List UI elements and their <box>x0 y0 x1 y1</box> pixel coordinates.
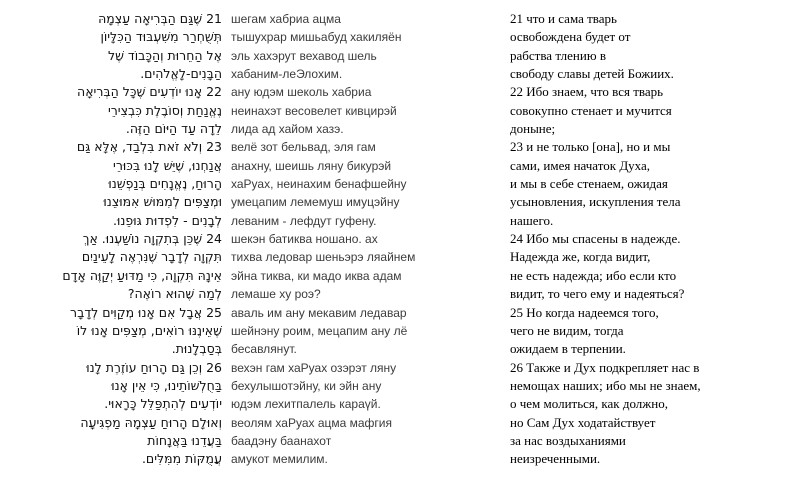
hebrew-line: שֶׁאֵינֶנּוּ רוֹאִים, מְצַפִּים אָנוּ לוֹ <box>76 322 222 338</box>
russian-line: совокупно стенает и мучится <box>510 102 672 118</box>
hebrew-line: וּמְצַפִּים לְמִמּוּשׁ אִמּוּצֵנוּ <box>103 194 222 210</box>
hebrew-line: לֵדָה עַד הַיּוֹם הַזֶּה. <box>125 121 222 137</box>
hebrew-line: 22 אָנוּ יוֹדְעִים שֶׁכָּל הַבְּרִיאָה <box>77 84 222 100</box>
russian-line: 26 Также и Дух подкрепляет нас в <box>510 359 700 375</box>
russian-line: 24 Ибо мы спасены в надежде. <box>510 231 681 247</box>
transliteration-line: вехэн гам хаРуах озэрэт ляну <box>231 360 397 375</box>
hebrew-line: תְּשֻׁחְרַר מִשִּׁעְבּוּד הַכִּלָּיוֹן <box>100 29 222 45</box>
transliteration-line: юдэм лехитпалель караүй. <box>231 397 381 412</box>
transliteration-line: ану юдэм шеколь хабриа <box>231 85 372 100</box>
hebrew-line: בַּחֻלְשׁוֹתֵינוּ, כִּי אֵין אָנוּ <box>111 377 222 393</box>
transliteration-line: лида ад хайом хазэ. <box>231 122 344 137</box>
hebrew-line: בְּסַבְלָנוּת. <box>171 341 222 357</box>
hebrew-line: עֲמֻקּוֹת מִמִּלִּים. <box>141 451 222 467</box>
hebrew-line: 24 שֶׁכֵּן בְּתִקְוָה נוֹשַׁעְנוּ. אַךְ <box>82 231 222 247</box>
transliteration-line: шекэн батиква ношано. ах <box>231 232 378 247</box>
transliteration-line: шегам хабриа ацма <box>231 12 341 26</box>
transliteration-line: велё зот бельвад, эля гам <box>231 140 376 155</box>
russian-line: чего не видим, тогда <box>510 322 624 338</box>
hebrew-line: תִּקְוָה לְדָבָר שֶׁנִּרְאֶה לָעֵינַיִם <box>81 249 222 265</box>
transliteration-line: лемаше ху роэ? <box>231 287 321 302</box>
russian-column <box>510 10 795 469</box>
russian-line: неизреченными. <box>510 451 601 467</box>
russian-line: не есть надежда; ибо если кто <box>510 267 677 283</box>
russian-line: рабства тлению в <box>510 47 606 63</box>
russian-line: но Сам Дух ходатайствует <box>510 414 656 430</box>
hebrew-line: לְמַה שֶּׁהוּא רוֹאֶה? <box>127 286 222 302</box>
russian-line: освобождена будет от <box>510 29 631 45</box>
transliteration-line: шейнэну роим, мецапим ану лё <box>231 323 408 338</box>
transliteration-line: бесавлянут. <box>231 342 297 357</box>
transliteration-line: анахну, шеишь ляну бикурэй <box>231 158 392 173</box>
transliteration-line: баадэну баанахот <box>231 433 332 448</box>
transliteration-line: леваним - лефдут гуфену. <box>231 213 377 228</box>
hebrew-line: אֵינָהּ תִּקְוָה, כִּי מַדּוּעַ יְקַוֶּה אָדָם <box>62 267 222 283</box>
hebrew-line: לְבָנִים - לִפְדוּת גּוּפֵנוּ. <box>113 212 222 228</box>
transliteration-line: неинахэт весовелет кивцирэй <box>231 103 397 118</box>
hebrew-line: הָרוּחַ, נֶאֱנָחִים בְּנַפְשֵׁנוּ <box>108 176 222 192</box>
hebrew-line: נֶאֱנַחַת וְסוֹבֶלֶת כִּבְצִירֵי <box>107 102 222 118</box>
transliteration-line: веолям хаРуах ацма мафгия <box>231 415 393 430</box>
transliteration-line: эйна тиква, ки мадо иква адам <box>231 268 402 283</box>
russian-line: усыновления, искупления тела <box>510 194 681 210</box>
russian-line: 23 и не только [она], но и мы <box>510 139 671 155</box>
russian-line: о чем молиться, как должно, <box>510 396 668 412</box>
transliteration-line: тышухрар мишьабуд хакиляён <box>231 30 402 45</box>
hebrew-line: 26 וְכֵן גַּם הָרוּחַ עוֹזֶרֶת לָנוּ <box>86 359 222 375</box>
transliteration-line: аваль им ану мекавим ледавар <box>231 305 407 320</box>
hebrew-line: בַּעֲדֵנוּ בַּאֲנָחוֹת <box>147 432 222 448</box>
transliteration-line: амукот мемилим. <box>231 452 328 467</box>
transliteration-line: хаРуах, неинахим бенафшейну <box>231 177 407 192</box>
hebrew-line: 25 אֲבָל אִם אָנוּ מְקַוִּים לְדָבָר <box>70 304 222 320</box>
russian-line: видит, то чего ему и надеяться? <box>510 286 685 302</box>
hebrew-line: 21 שֶׁגַּם הַבְּרִיאָה עַצְמָהּ <box>98 11 222 26</box>
russian-line: 25 Но когда надеемся того, <box>510 304 659 320</box>
russian-line: доныне; <box>510 121 556 137</box>
russian-line: нашего. <box>510 212 554 228</box>
hebrew-line: הַבָּנִים-לָאֱלֹהִים. <box>140 66 222 82</box>
hebrew-line: 23 וְלֹא זֹאת בִּלְבַד, אֶלָּא גַּם <box>76 139 222 155</box>
hebrew-line: אֲנַחְנוּ, שֶׁיֵּשׁ לָנוּ בִּכּוּרֵי <box>113 157 222 173</box>
transliteration-line: хабаним-леЭлохим. <box>231 67 343 82</box>
russian-line: ожидаем в терпении. <box>510 341 626 357</box>
transliteration-line: эль хахэрут вехавод шель <box>231 48 377 63</box>
russian-line: сами, имея начаток Духа, <box>510 157 651 173</box>
russian-line: немощах наших; ибо мы не знаем, <box>510 377 701 393</box>
russian-line: 22 Ибо знаем, что вся тварь <box>510 84 664 100</box>
hebrew-line: וְאוּלָם הָרוּחַ עַצְמָהּ מַפְגִּיעָה <box>80 414 222 430</box>
transliteration-line: бехулышотэйну, ки эйн ану <box>231 378 382 393</box>
transliteration-line: умецапим лемемуш имуцэйну <box>231 195 400 210</box>
russian-line: и мы в себе стенаем, ожидая <box>510 176 668 192</box>
transliteration-column <box>231 10 461 469</box>
russian-line: свободу славы детей Божиих. <box>510 66 674 82</box>
russian-line: за нас воздыханиями <box>510 432 626 448</box>
hebrew-column <box>52 10 222 469</box>
hebrew-line: אֶל הַחֵרוּת וְהַכָּבוֹד שֶׁל <box>108 47 222 63</box>
transliteration-line: тихва ледовар шеньэрэ ляайнем <box>231 250 416 265</box>
russian-line: Надежда же, когда видит, <box>510 249 651 265</box>
hebrew-line: יוֹדְעִים לְהִתְפַּלֵּל כָּרָאוּי. <box>104 396 222 412</box>
russian-line: 21 что и сама тварь <box>510 11 617 26</box>
